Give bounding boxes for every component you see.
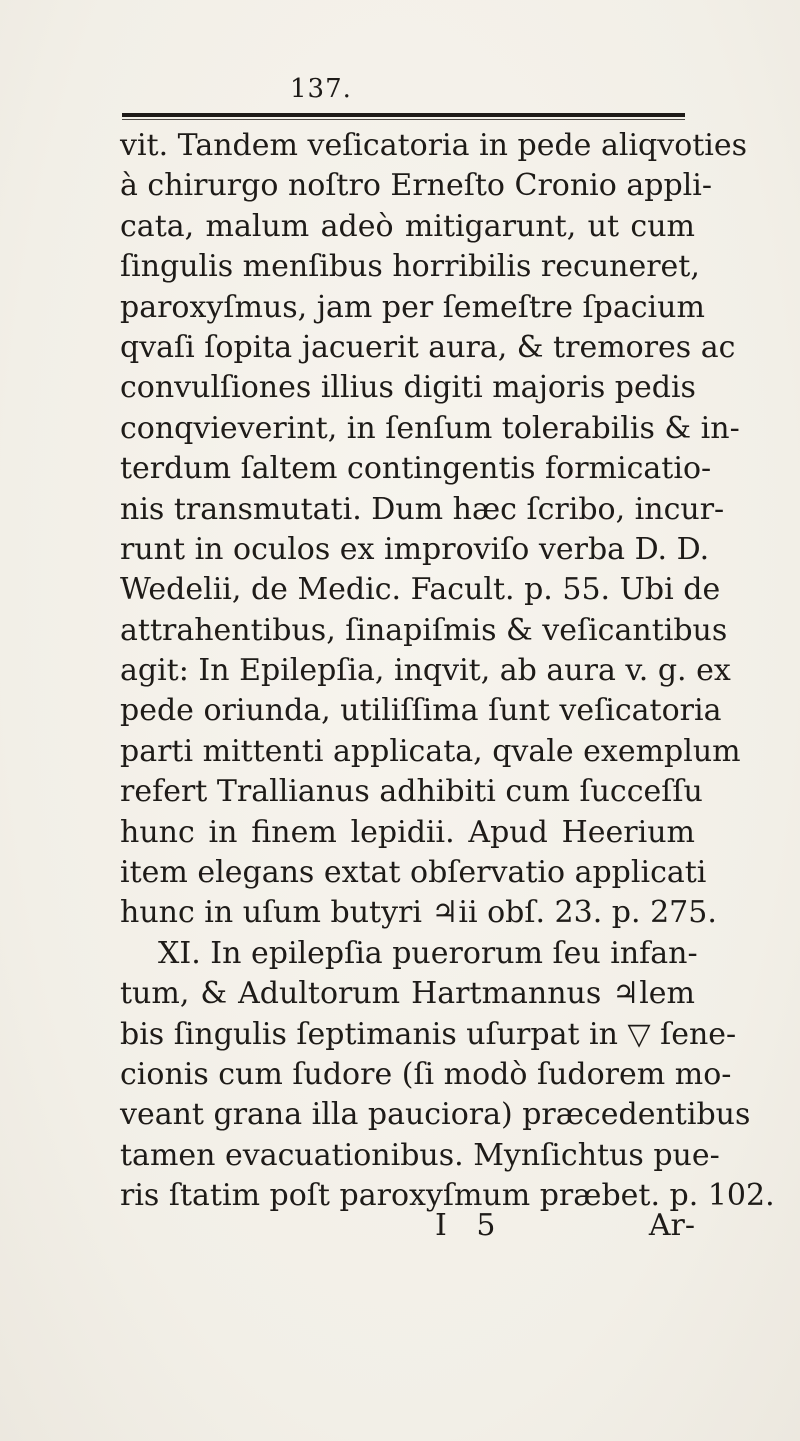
- text-line: hunc in uſum butyri ♃ii obſ. 23. p. 275.: [120, 895, 717, 931]
- text-line: qvaſi ſopita jacuerit aura, & tremores ac: [120, 329, 736, 365]
- text-line: vit. Tandem veſicatoria in pede aliqvoties: [120, 128, 748, 163]
- text-line: terdum ſaltem contingentis formicatio-: [120, 451, 712, 487]
- text-line: item elegans extat obſervatio applicati: [120, 855, 707, 891]
- text-line: Wedelii, de Medic. Facult. p. 55. Ubi de: [120, 572, 721, 608]
- text-line: bis ſingulis ſeptimanis uſurpat in ▽ ſene-: [120, 1016, 737, 1052]
- text-line: XI. In epilepſia puerorum ſeu infan-: [158, 935, 698, 971]
- text-line: ris ſtatim poſt paroxyſmum præbet. p. 102.: [120, 1178, 775, 1214]
- text-line: pede oriunda, utiliſſima ſunt veſicatoria: [120, 693, 722, 729]
- body-text: [120, 126, 775, 1217]
- text-line: cata, malum adeò mitigarunt, ut cum: [120, 208, 695, 244]
- text-line: à chirurgo noſtro Erneſto Cronio appli-: [120, 168, 712, 204]
- page-footer: [120, 1208, 695, 1248]
- text-line: veant grana illa pauciora) præcedentibus: [120, 1097, 751, 1133]
- text-line: convulſiones illius digiti majoris pedis: [120, 370, 696, 406]
- text-line: tum, & Adultorum Hartmannus ♃lem: [120, 976, 695, 1012]
- text-line: cionis cum ſudore (ſi modò ſudorem mo-: [120, 1056, 732, 1092]
- text-line: attrahentibus, ſinapiſmis & veſicantibus: [120, 612, 728, 648]
- text-line: agit: In Epilepſia, inqvit, ab aura v. g. ex: [120, 653, 731, 689]
- text-line: hunc in finem lepidii. Apud Heerium: [120, 814, 695, 850]
- text-line: tamen evacuationibus. Mynſichtus pue-: [120, 1137, 720, 1173]
- text-line: conqvieverint, in ſenſum tolerabilis & in-: [120, 410, 740, 446]
- header-rule: [122, 113, 685, 117]
- catchword: Ar-: [648, 1208, 695, 1243]
- text-line: nis transmutati. Dum hæc ſcribo, incur-: [120, 491, 725, 527]
- text-line: runt in oculos ex improviſo verba D. D.: [120, 531, 710, 567]
- signature-mark: I 5: [435, 1208, 506, 1243]
- text-line: refert Trallianus adhibiti cum ſucceſſu: [120, 774, 703, 810]
- text-line: paroxyſmus, jam per ſemeſtre ſpacium: [120, 289, 705, 325]
- text-line: ſingulis menſibus horribilis recuneret,: [120, 249, 700, 285]
- text-line: parti mittenti applicata, qvale exemplum: [120, 733, 741, 769]
- page-number: 137.: [290, 74, 352, 104]
